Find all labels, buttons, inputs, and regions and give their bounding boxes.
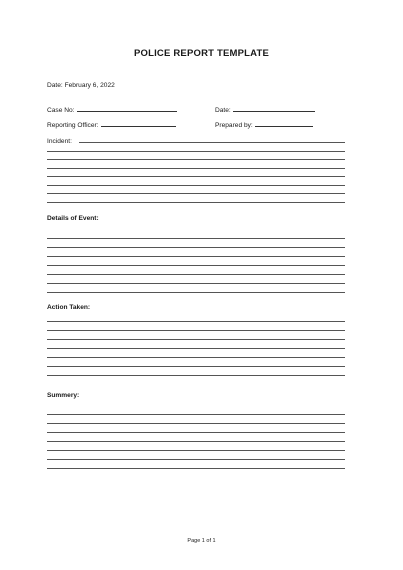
incident-line[interactable] — [79, 142, 345, 143]
case-no-blank[interactable] — [77, 104, 177, 112]
prepared-by-label: Prepared by: — [215, 122, 253, 129]
incident-line[interactable] — [47, 193, 345, 194]
page-title: POLICE REPORT TEMPLATE — [133, 48, 270, 59]
summary-lines[interactable] — [47, 414, 345, 474]
summary-line[interactable] — [47, 468, 345, 469]
action-line[interactable] — [47, 375, 345, 376]
action-line[interactable] — [47, 348, 345, 349]
summary-heading: Summery: — [47, 392, 80, 399]
case-no-label: Case No: — [47, 107, 75, 114]
incident-line[interactable] — [47, 202, 345, 203]
incident-line[interactable] — [47, 168, 345, 169]
details-heading: Details of Event: — [47, 215, 99, 222]
date-label: Date: — [215, 107, 231, 114]
summary-line[interactable] — [47, 414, 345, 415]
incident-line[interactable] — [47, 185, 345, 186]
incident-line[interactable] — [47, 176, 345, 177]
reporting-officer-label: Reporting Officer: — [47, 122, 99, 129]
action-line[interactable] — [47, 357, 345, 358]
details-line[interactable] — [47, 238, 345, 239]
incident-label: Incident: — [47, 138, 72, 145]
details-line[interactable] — [47, 283, 345, 284]
date-field — [215, 104, 315, 114]
details-line[interactable] — [47, 274, 345, 275]
summary-line[interactable] — [47, 423, 345, 424]
action-line[interactable] — [47, 321, 345, 322]
date-blank[interactable] — [233, 104, 315, 112]
incident-line[interactable] — [47, 151, 345, 152]
reporting-officer-blank[interactable] — [101, 119, 176, 127]
incident-line[interactable] — [47, 159, 345, 160]
case-no-field — [47, 104, 177, 114]
prepared-by-field — [215, 119, 313, 129]
details-line[interactable] — [47, 292, 345, 293]
action-lines[interactable] — [47, 321, 345, 381]
details-line[interactable] — [47, 256, 345, 257]
action-heading: Action Taken: — [47, 304, 91, 311]
action-line[interactable] — [47, 339, 345, 340]
details-line[interactable] — [47, 247, 345, 248]
summary-line[interactable] — [47, 459, 345, 460]
action-line[interactable] — [47, 366, 345, 367]
prepared-by-blank[interactable] — [255, 119, 313, 127]
page-number: Page 1 of 1 — [187, 538, 216, 544]
details-lines[interactable] — [47, 238, 345, 298]
summary-line[interactable] — [47, 441, 345, 442]
details-line[interactable] — [47, 265, 345, 266]
action-line[interactable] — [47, 330, 345, 331]
summary-line[interactable] — [47, 432, 345, 433]
reporting-officer-field — [47, 119, 176, 129]
report-date: Date: February 6, 2022 — [47, 82, 115, 89]
incident-lines[interactable] — [47, 142, 345, 202]
summary-line[interactable] — [47, 450, 345, 451]
